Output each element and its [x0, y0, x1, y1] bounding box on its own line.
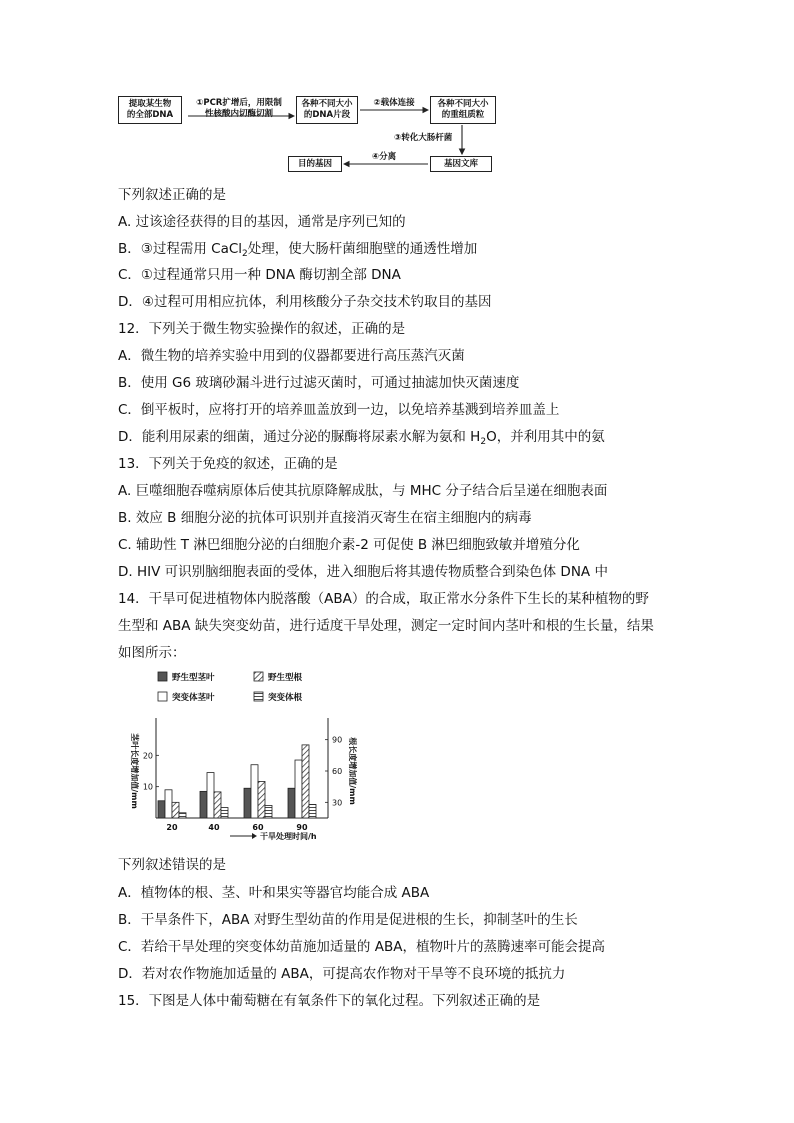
x-tick-label: 90: [296, 823, 308, 832]
bar: [309, 804, 316, 818]
q11-b-pre: B．③过程需用 CaCl: [118, 241, 243, 257]
legend-swatch: [254, 692, 263, 701]
q14-stem-line3: 如图所示：: [118, 645, 186, 661]
q14-stem-line2: 生型和 ABA 缺失突变幼苗，进行适度干旱处理，测定一定时间内茎叶和根的生长量，结果: [118, 618, 654, 634]
x-tick-label: 60: [252, 823, 264, 832]
flow-step2-label: ②载体连接: [373, 98, 415, 108]
q13-option-c: C. 辅助性 T 淋巴细胞分泌的白细胞介素-2 可促使 B 淋巴细胞致敏并增殖分化: [118, 537, 580, 553]
bar: [244, 788, 251, 818]
bar: [302, 745, 309, 818]
q13-option-a: A. 巨噬细胞吞噬病原体后使其抗原降解成肽，与 MHC 分子结合后呈递在细胞表面: [118, 483, 608, 499]
bar: [251, 765, 258, 818]
q12-option-a: A．微生物的培养实验中用到的仪器都要进行高压蒸汽灭菌: [118, 348, 465, 364]
x-axis-title: 干旱处理时间/h: [260, 832, 317, 841]
q12-d-sub: 2: [480, 437, 487, 447]
y2-tick-label: 60: [332, 767, 343, 776]
y2-tick-label: 30: [332, 798, 343, 808]
bar: [258, 781, 265, 818]
y2-tick-label: 90: [332, 735, 343, 745]
q12-option-b: B．使用 G6 玻璃砂漏斗进行过滤灭菌时，可通过抽滤加快灭菌速度: [118, 375, 520, 391]
bar: [179, 813, 186, 818]
y-tick-label: 10: [142, 782, 153, 792]
q11-option-a: A. 过该途径获得的目的基因，通常是序列已知的: [118, 214, 406, 230]
q12-d-post: O，并利用其中的氨: [486, 429, 605, 445]
q12-stem: 12．下列关于微生物实验操作的叙述，正确的是: [118, 321, 406, 337]
q11-option-c: C．①过程通常只用一种 DNA 酶切割全部 DNA: [118, 267, 401, 283]
q14-option-d: D．若对农作物施加适量的 ABA，可提高农作物对干旱等不良环境的抵抗力: [118, 966, 566, 982]
bar: [207, 773, 214, 818]
flow-box-genome: 提取某生物 的全部DNA: [118, 96, 182, 124]
x-axis-arrow-head: [252, 833, 257, 839]
q11-b-post: 处理，使大肠杆菌细胞壁的通透性增加: [247, 241, 478, 257]
q13-option-d: D. HIV 可识别脑细胞表面的受体，进入细胞后将其遗传物质整合到染色体 DNA 中: [118, 564, 608, 580]
q13-stem: 13．下列关于免疫的叙述，正确的是: [118, 456, 338, 472]
chart-svg: [118, 668, 358, 848]
q11-b-sub: 2: [242, 249, 248, 259]
bar: [200, 791, 207, 818]
y-tick-label: 20: [142, 751, 153, 761]
q12-option-d: [118, 428, 605, 451]
legend-label: 野生型茎叶: [172, 673, 215, 683]
legend-label: 突变体根: [268, 693, 303, 703]
legend-label: 突变体茎叶: [172, 693, 215, 703]
legend-swatch: [158, 692, 167, 701]
q14-option-c: C．若给干旱处理的突变体幼苗施加适量的 ABA，植物叶片的蒸腾速率可能会提高: [118, 939, 605, 955]
x-tick-label: 40: [208, 823, 220, 832]
x-tick-label: 20: [166, 823, 178, 832]
legend-swatch: [158, 672, 167, 681]
q14-option-a: A．植物体的根、茎、叶和果实等器官均能合成 ABA: [118, 885, 430, 901]
flow-arrows: [118, 92, 508, 174]
legend-swatch: [254, 672, 263, 681]
flow-box-library: 基因文库: [430, 156, 492, 172]
bar: [295, 760, 302, 818]
q11-option-d: D．④过程可用相应抗体，利用核酸分子杂交技术钓取目的基因: [118, 294, 492, 310]
y-axis-title: 茎叶长度增加值/mm: [130, 733, 139, 809]
q12-d-pre: D．能利用尿素的细菌，通过分泌的脲酶将尿素水解为氨和 H: [118, 429, 481, 445]
legend-label: 野生型根: [268, 673, 303, 683]
q14-after-chart: 下列叙述错误的是: [118, 857, 226, 873]
gene-library-flowchart: [118, 92, 508, 174]
bar: [221, 808, 228, 818]
flow-box-plasmids: 各种不同大小 的重组质粒: [430, 96, 496, 124]
flow-step4-label: ④分离: [371, 152, 397, 162]
bar: [165, 790, 172, 818]
bar: [265, 805, 272, 818]
flow-step3-label: ③转化大肠杆菌: [394, 133, 453, 143]
flow-box-fragments: 各种不同大小 的DNA片段: [296, 96, 358, 124]
q14-stem-line1: 14．干旱可促进植物体内脱落酸（ABA）的合成，取正常水分条件下生长的某种植物的野: [118, 591, 649, 607]
bar: [158, 801, 165, 818]
q11-stem: 下列叙述正确的是: [118, 187, 226, 203]
flow-box-target: 目的基因: [288, 156, 342, 172]
q11-option-b: [118, 240, 477, 263]
q13-option-b: B. 效应 B 细胞分泌的抗体可识别并直接消灭寄生在宿主细胞内的病毒: [118, 510, 532, 526]
y2-axis-title: 根长度增加值/mm: [348, 737, 357, 805]
bar: [172, 802, 179, 818]
bar: [288, 788, 295, 818]
bar: [214, 792, 221, 818]
aba-growth-chart: [118, 668, 358, 848]
q14-option-b: B．干旱条件下，ABA 对野生型幼苗的作用是促进根的生长，抑制茎叶的生长: [118, 912, 578, 928]
flow-step1-label: ①PCR扩增后，用限制 性核酸内切酶切割: [196, 98, 282, 119]
q15-stem: 15．下图是人体中葡萄糖在有氧条件下的氧化过程。下列叙述正确的是: [118, 993, 541, 1009]
q12-option-c: C．倒平板时，应将打开的培养皿盖放到一边，以免培养基溅到培养皿盖上: [118, 402, 560, 418]
